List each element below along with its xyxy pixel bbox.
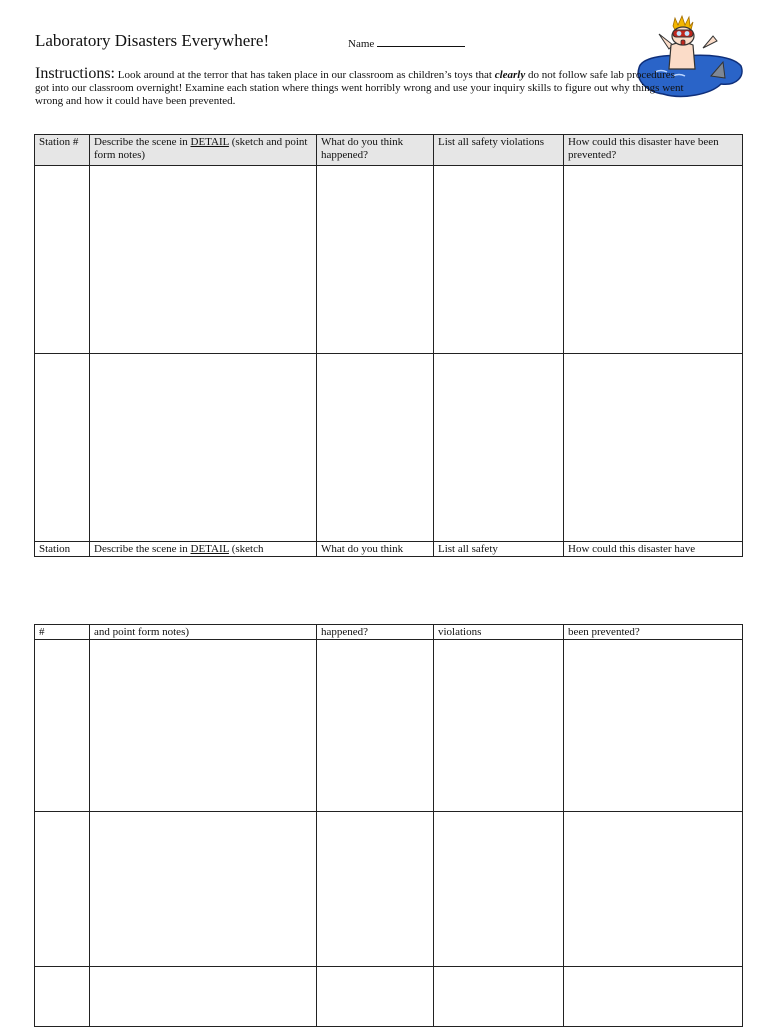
worksheet-title: Laboratory Disasters Everywhere! (35, 31, 270, 50)
worksheet-table-2 (34, 624, 743, 1027)
prevented-cell[interactable] (564, 166, 743, 354)
column-header-violations: List all safety (434, 542, 564, 557)
table-header-row-split-bottom (35, 625, 743, 640)
describe-cell[interactable] (90, 354, 317, 542)
name-blank-line[interactable] (377, 36, 465, 47)
column-header-describe: and point form notes) (90, 625, 317, 640)
station-cell[interactable] (35, 354, 90, 542)
describe-cell[interactable] (90, 812, 317, 967)
instructions-heading: Instructions: (35, 65, 115, 82)
happened-cell[interactable] (317, 166, 434, 354)
happened-cell[interactable] (317, 967, 434, 1027)
table-row (35, 166, 743, 354)
worksheet-table-1 (34, 134, 743, 557)
violations-cell[interactable] (434, 354, 564, 542)
table-row (35, 354, 743, 542)
instructions-text-after: do not follow safe lab procedures got into our classroom overnight! Examine each station where things went horribly wrong and use your inquiry skills to figure out why things went wrong and how it could have been prevented. (35, 69, 684, 107)
column-header-happened: What do you think (317, 542, 434, 557)
column-header-happened: What do you think happened? (317, 135, 434, 166)
column-header-station: # (35, 625, 90, 640)
table-header-row (35, 135, 743, 166)
column-header-prevented: been prevented? (564, 625, 743, 640)
violations-cell[interactable] (434, 640, 564, 812)
instructions-emphasis: clearly (494, 69, 526, 81)
column-header-prevented: How could this disaster have (564, 542, 743, 557)
prevented-cell[interactable] (564, 354, 743, 542)
station-cell[interactable] (35, 967, 90, 1027)
table-header-row-split-top (35, 542, 743, 557)
instructions-text-before: Look around at the terror that has taken place in our classroom as children’s toys that (115, 69, 495, 81)
column-header-prevented: How could this disaster have been prevented? (564, 135, 743, 166)
name-label: Name (348, 38, 375, 50)
describe-cell[interactable] (90, 640, 317, 812)
violations-cell[interactable] (434, 166, 564, 354)
table-row (35, 640, 743, 812)
station-cell[interactable] (35, 812, 90, 967)
column-header-station: Station # (35, 135, 90, 166)
station-cell[interactable] (35, 640, 90, 812)
column-header-happened: happened? (317, 625, 434, 640)
column-header-violations: List all safety violations (434, 135, 564, 166)
name-field[interactable] (348, 36, 465, 50)
column-header-describe: Describe the scene in DETAIL (sketch and point form notes) (90, 135, 317, 166)
violations-cell[interactable] (434, 812, 564, 967)
table-row (35, 967, 743, 1027)
column-header-violations: violations (434, 625, 564, 640)
prevented-cell[interactable] (564, 812, 743, 967)
happened-cell[interactable] (317, 640, 434, 812)
happened-cell[interactable] (317, 812, 434, 967)
prevented-cell[interactable] (564, 640, 743, 812)
column-header-station: Station (35, 542, 90, 557)
column-header-describe: Describe the scene in DETAIL (sketch (90, 542, 317, 557)
describe-cell[interactable] (90, 166, 317, 354)
describe-cell[interactable] (90, 967, 317, 1027)
table-row (35, 812, 743, 967)
instructions (35, 67, 685, 108)
violations-cell[interactable] (434, 967, 564, 1027)
happened-cell[interactable] (317, 354, 434, 542)
prevented-cell[interactable] (564, 967, 743, 1027)
station-cell[interactable] (35, 166, 90, 354)
